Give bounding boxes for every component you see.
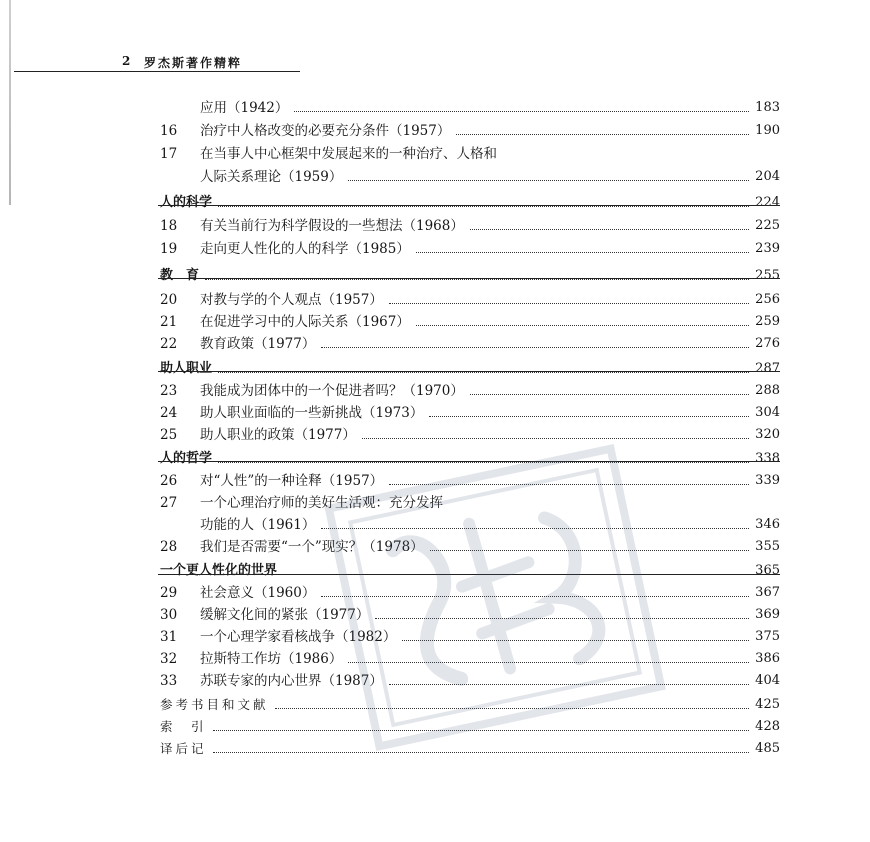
toc-section-heading: [160, 358, 780, 380]
dot-leader: [294, 111, 749, 112]
dot-leader: [470, 394, 749, 395]
page-ref: 346: [755, 517, 780, 532]
toc-section-heading: [160, 560, 780, 582]
entry-title: 功能的人（1961）: [200, 517, 316, 533]
entry-title: 参考书目和文献: [160, 697, 269, 712]
chapter-number: 31: [160, 629, 178, 645]
entry-title: 在促进学习中的人际关系（1967）: [200, 314, 410, 330]
page-ref: 276: [755, 336, 780, 351]
page-ref: 255: [755, 268, 780, 283]
page-ref: 224: [755, 195, 780, 210]
entry-title: 人际关系理论（1959）: [200, 169, 343, 185]
dot-leader: [321, 528, 749, 529]
section-divider: [158, 205, 780, 206]
entry-title: 缓解文化间的紧张（1977）: [200, 607, 370, 623]
entry-title: 对“人性”的一种诠释（1957）: [200, 473, 384, 489]
toc-entry: [160, 492, 780, 514]
page-ref: 183: [755, 100, 780, 115]
entry-title: 苏联专家的内心世界（1987）: [200, 673, 383, 689]
chapter-number: 19: [160, 241, 178, 257]
page-ref: 365: [755, 563, 780, 578]
toc-entry: [160, 604, 780, 626]
page-ref: 428: [755, 719, 780, 734]
dot-leader: [321, 596, 749, 597]
page-ref: 338: [755, 451, 780, 466]
toc-back-matter: [160, 716, 780, 738]
page-ref: 259: [755, 314, 780, 329]
entry-title: 走向更人性化的人的科学（1985）: [200, 241, 410, 257]
book-title: 罗杰斯著作精粹: [144, 56, 243, 70]
toc-entry: [160, 215, 780, 237]
dot-leader: [429, 416, 749, 417]
page-ref: 287: [755, 361, 780, 376]
dot-leader: [456, 134, 749, 135]
entry-title: 拉斯特工作坊（1986）: [200, 651, 343, 667]
entry-title: 助人职业的政策（1977）: [200, 427, 356, 443]
dot-leader: [375, 618, 749, 619]
section-divider: [158, 574, 780, 575]
section-divider: [158, 278, 780, 279]
page-number: 2: [122, 54, 132, 68]
page-ref: 190: [755, 123, 780, 138]
chapter-number: 23: [160, 383, 178, 399]
toc-entry: [160, 424, 780, 446]
dot-leader: [275, 708, 750, 709]
entry-title: 教 育: [160, 268, 200, 283]
chapter-number: 16: [160, 123, 178, 139]
page-ref: 367: [755, 585, 780, 600]
toc-back-matter: [160, 694, 780, 716]
dot-leader: [389, 303, 749, 304]
entry-title: 我能成为团体中的一个促进者吗？（1970）: [200, 383, 464, 399]
page-ref: 425: [755, 697, 780, 712]
toc-section-heading: [160, 192, 780, 214]
dot-leader: [389, 684, 749, 685]
dot-leader: [402, 640, 749, 641]
toc-entry: [160, 97, 780, 119]
chapter-number: 27: [160, 495, 178, 511]
toc-entry: [160, 402, 780, 424]
page-ref: 375: [755, 629, 780, 644]
entry-title: 助人职业: [160, 361, 213, 376]
toc-entry: [160, 311, 780, 333]
entry-title: 有关当前行为科学假设的一些想法（1968）: [200, 218, 464, 234]
dot-leader: [213, 730, 750, 731]
dot-leader: [348, 180, 749, 181]
entry-title: 译后记: [160, 741, 207, 756]
entry-title: 治疗中人格改变的必要充分条件（1957）: [200, 123, 451, 139]
dot-leader: [416, 252, 749, 253]
toc-section-heading: [160, 448, 780, 470]
page-ref: 404: [755, 673, 780, 688]
chapter-number: 18: [160, 218, 178, 234]
dot-leader: [321, 347, 749, 348]
page-ref: 369: [755, 607, 780, 622]
entry-title: 一个更人性化的世界: [160, 563, 278, 578]
dot-leader: [430, 550, 750, 551]
toc-entry: [160, 143, 780, 165]
page-ref: 256: [755, 292, 780, 307]
page-ref: 304: [755, 405, 780, 420]
chapter-number: 24: [160, 405, 178, 421]
dot-leader: [416, 325, 749, 326]
toc-entry: [160, 582, 780, 604]
entry-title: 一个心理学家看核战争（1982）: [200, 629, 397, 645]
entry-title: 一个心理治疗师的美好生活观：充分发挥: [200, 495, 443, 511]
page-ref: 320: [755, 427, 780, 442]
entry-title: 对教与学的个人观点（1957）: [200, 292, 383, 308]
toc-entry: [160, 289, 780, 311]
section-divider: [158, 371, 780, 372]
chapter-number: 32: [160, 651, 178, 667]
chapter-number: 29: [160, 585, 178, 601]
entry-title: 在当事人中心框架中发展起来的一种治疗、人格和: [200, 146, 497, 162]
chapter-number: 28: [160, 539, 178, 555]
entry-title: 人的哲学: [160, 451, 213, 466]
chapter-number: 25: [160, 427, 178, 443]
entry-title: 社会意义（1960）: [200, 585, 316, 601]
dot-leader: [362, 438, 749, 439]
chapter-number: 17: [160, 146, 178, 162]
dot-leader: [213, 752, 750, 753]
page-ref: 204: [755, 169, 780, 184]
toc-entry: [160, 380, 780, 402]
dot-leader: [470, 229, 749, 230]
toc-section-heading: [160, 265, 780, 287]
toc-entry: [160, 238, 780, 260]
toc-entry: [160, 626, 780, 648]
page-ref: 386: [755, 651, 780, 666]
chapter-number: 20: [160, 292, 178, 308]
dot-leader: [348, 662, 749, 663]
toc-entry: [160, 670, 780, 692]
entry-title: 索 引: [160, 719, 207, 734]
toc-entry: [160, 648, 780, 670]
entry-title: 人的科学: [160, 195, 213, 210]
page-ref: 485: [755, 741, 780, 756]
toc-entry: [160, 166, 780, 188]
page-ref: 339: [755, 473, 780, 488]
toc-entry: [160, 536, 780, 558]
chapter-number: 30: [160, 607, 178, 623]
toc-entry: [160, 470, 780, 492]
dot-leader: [389, 484, 749, 485]
page-ref: 239: [755, 241, 780, 256]
entry-title: 教育政策（1977）: [200, 336, 316, 352]
page-ref: 225: [755, 218, 780, 233]
page-ref: 288: [755, 383, 780, 398]
toc-back-matter: [160, 738, 780, 760]
entry-title: 我们是否需要“一个”现实？（1978）: [200, 539, 424, 555]
entry-title: 应用（1942）: [200, 100, 289, 116]
toc-entry: [160, 514, 780, 536]
toc-entry: [160, 333, 780, 355]
chapter-number: 26: [160, 473, 178, 489]
chapter-number: 22: [160, 336, 178, 352]
chapter-number: 33: [160, 673, 178, 689]
section-divider: [158, 461, 780, 462]
toc-entry: [160, 120, 780, 142]
chapter-number: 21: [160, 314, 178, 330]
entry-title: 助人职业面临的一些新挑战（1973）: [200, 405, 424, 421]
page-ref: 355: [755, 539, 780, 554]
